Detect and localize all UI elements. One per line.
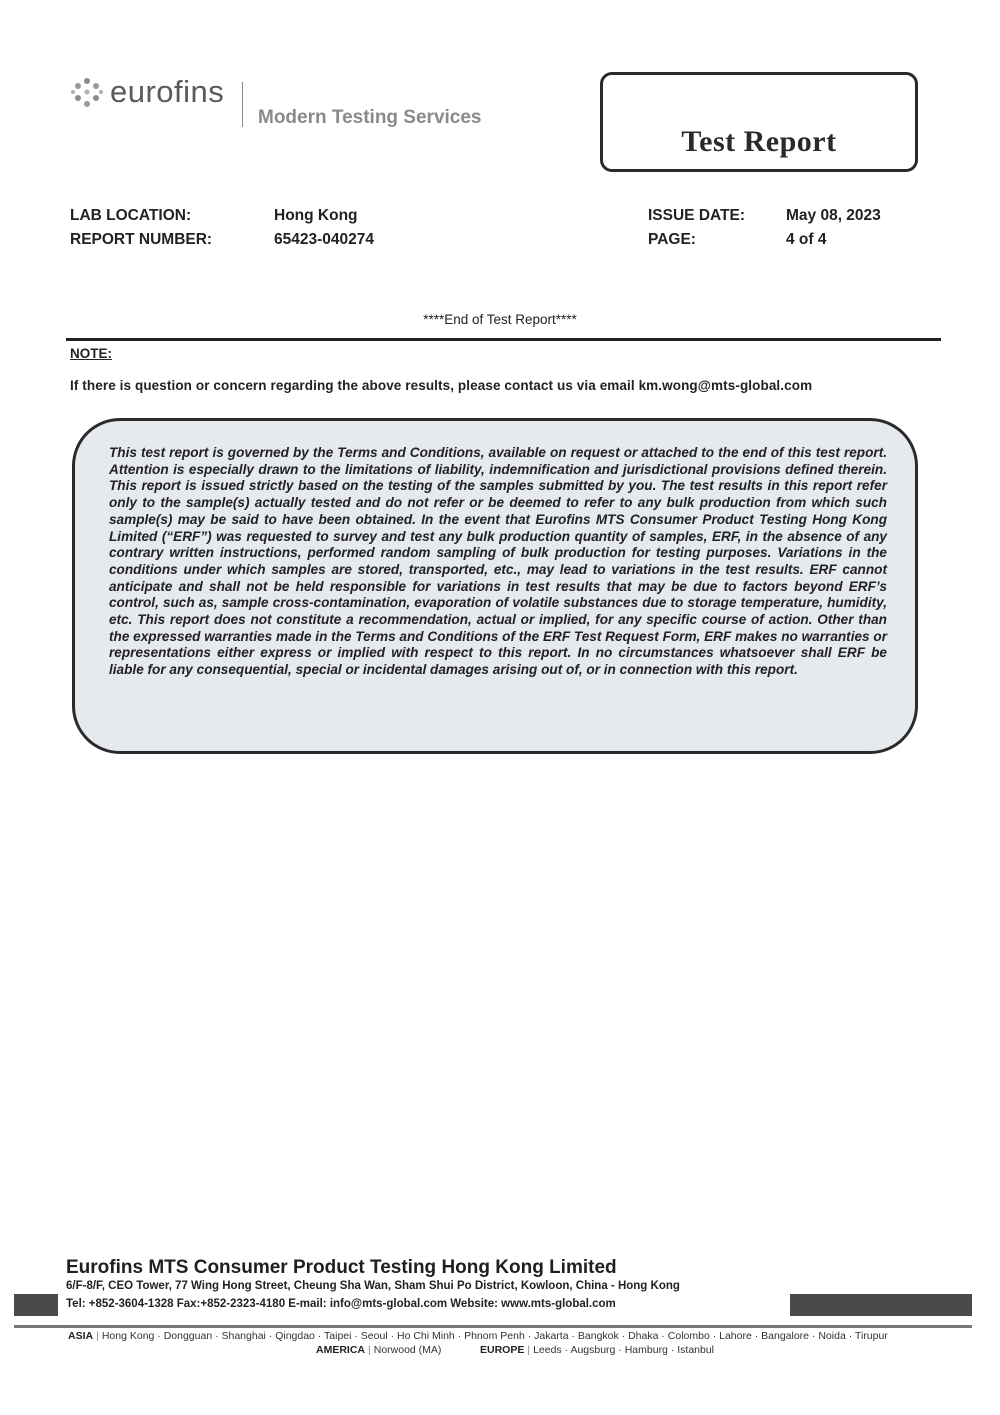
eurofins-dots-icon: [70, 76, 104, 110]
issue-date-label: ISSUE DATE:: [648, 207, 746, 224]
location-separator: |: [96, 1330, 99, 1342]
asia-cities: Hong Kong · Dongguan · Shanghai · Qingdao · Taipei · Seoul · Ho Chi Minh · Phnom Penh · Jakarta · Bangkok · Dhaka · Colombo · Lahore · Bangalore · Noida · Tirupur: [101, 1330, 888, 1342]
location-separator: |: [368, 1344, 371, 1356]
page-value: 4 of 4: [786, 231, 827, 248]
footer-america-locations: [316, 1344, 441, 1356]
logo-divider: [242, 82, 243, 127]
footer-asia-locations: [68, 1330, 888, 1342]
report-number-value: 65423-040274: [274, 231, 374, 248]
footer-contacts: Tel: +852-3604-1328 Fax:+852-2323-4180 E-mail: info@mts-global.com Website: www.mts-global.com: [66, 1298, 616, 1310]
america-cities: Norwood (MA): [373, 1344, 442, 1356]
asia-label: ASIA: [68, 1330, 94, 1342]
eurofins-logo: [70, 72, 490, 132]
footer-bar-right: [790, 1294, 972, 1316]
lab-location-label: LAB LOCATION:: [70, 207, 192, 224]
footer-europe-locations: [480, 1344, 714, 1356]
disclaimer-text: This test report is governed by the Terms and Conditions, available on request or attached to the end of this test report. Attention is especially drawn to the limitations of liability, indemnification and jurisdictional provisions defined therein. This report is issued strictly based on the testing of the samples submitted by you. The test results in this report refer only to the sample(s) actually tested and do not refer or be deemed to refer to any bulk production from which such sample(s) may be said to have been obtained. In the event that Eurofins MTS Consumer Product Testing Hong Kong Limited (“ERF”) was requested to survey and test any bulk production quantity of samples, ERF, in the absence of any contrary written instructions, performed random sampling of bulk production for testing purposes. Variations in the conditions under which samples are stored, transported, etc., may lead to variations in the test results. ERF cannot anticipate and shall not be held responsible for variations in test results that may be due to factors beyond ERF’s control, such as, sample cross-contamination, evaporation of volatile substances due to storage temperature, humidity, etc. This report does not constitute a recommendation, actual or implied, for any specific course of action. Other than the expressed warranties made in the Terms and Conditions of the ERF Test Request Form, ERF makes no warranties or representations either express or implied with respect to this report. In no circumstances whatsoever shall ERF be liable for any consequential, special or incidental damages arising out of, or in connection with this report.: [109, 445, 887, 678]
europe-label: EUROPE: [480, 1344, 525, 1356]
report-title: Test Report: [681, 125, 837, 158]
end-of-report-marker: ****End of Test Report****: [423, 312, 577, 327]
europe-cities: Leeds · Augsburg · Hamburg · Istanbul: [533, 1344, 715, 1356]
note-label: NOTE:: [70, 346, 112, 361]
footer-address: 6/F-8/F, CEO Tower, 77 Wing Hong Street, Cheung Sha Wan, Sham Shui Po District, Kowloon, China - Hong Kong: [66, 1280, 680, 1292]
contact-note: If there is question or concern regarding the above results, please contact us via email km.wong@mts-global.com: [70, 378, 813, 393]
footer-divider: [14, 1325, 972, 1328]
page-label: PAGE:: [648, 231, 696, 248]
brand-name: eurofins: [110, 74, 225, 109]
division-name: Modern Testing Services: [258, 107, 482, 128]
lab-location-value: Hong Kong: [274, 207, 358, 224]
footer-company-name: Eurofins MTS Consumer Product Testing Hong Kong Limited: [66, 1257, 617, 1278]
disclaimer-box: [72, 418, 918, 754]
report-number-label: REPORT NUMBER:: [70, 231, 213, 248]
america-label: AMERICA: [316, 1344, 365, 1356]
issue-date-value: May 08, 2023: [786, 207, 881, 224]
section-divider: [66, 338, 941, 341]
location-separator: |: [527, 1344, 531, 1356]
report-title-box: [600, 72, 918, 172]
footer-bar-left: [14, 1294, 58, 1316]
